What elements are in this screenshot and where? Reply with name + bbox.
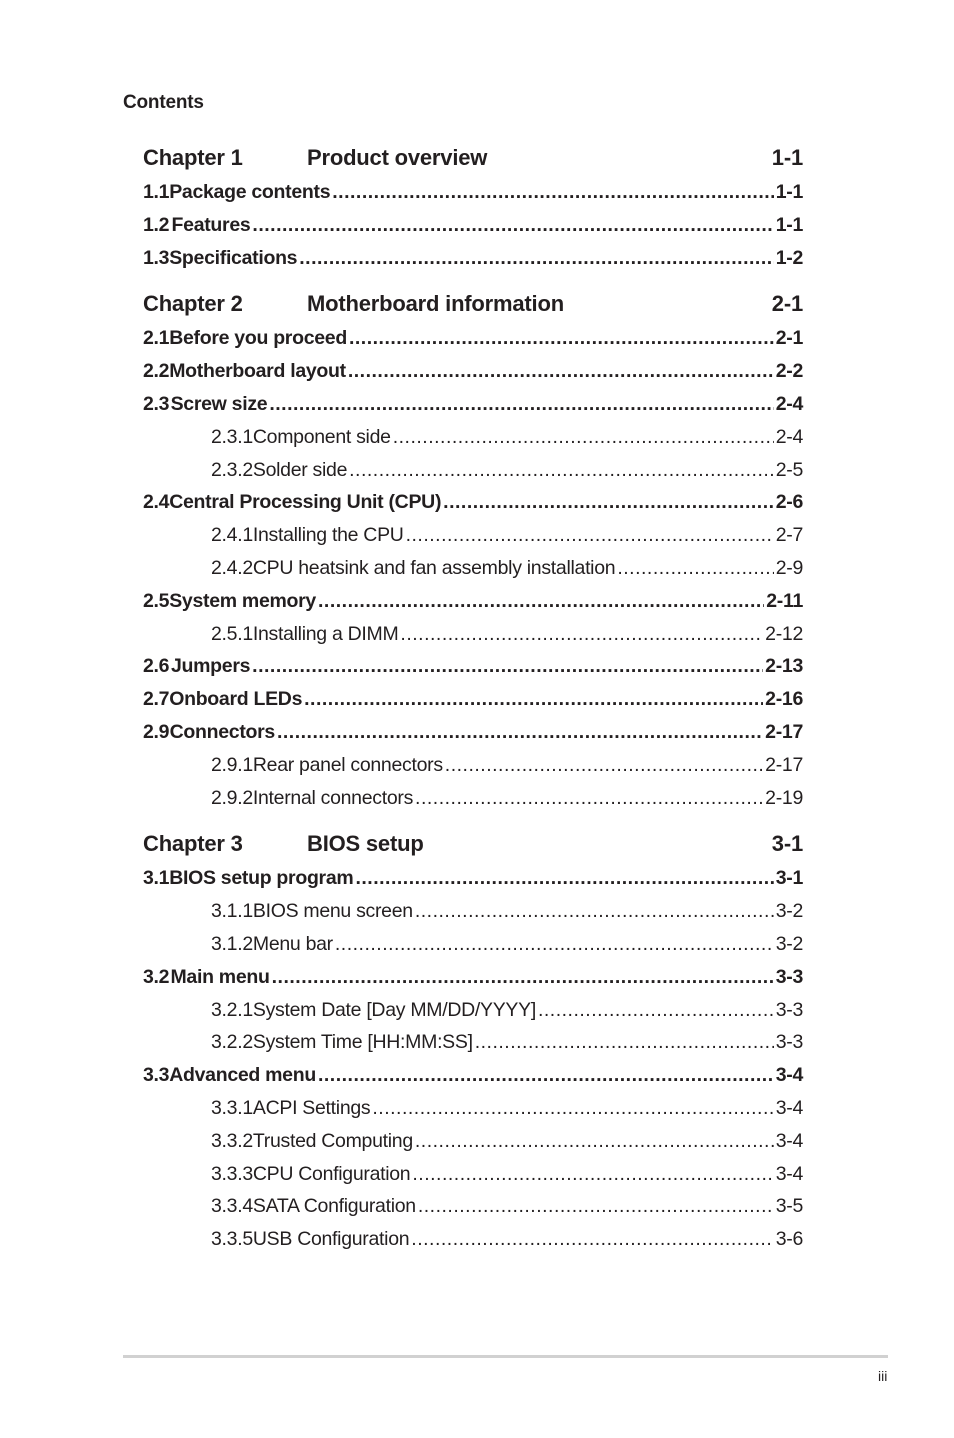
toc-section[interactable]	[143, 862, 803, 895]
entry-number: 3.1.2	[211, 932, 253, 955]
entry-page: 3-5	[775, 1195, 803, 1218]
toc-subsection[interactable]	[143, 994, 803, 1027]
entry-page: 2-16	[765, 688, 803, 711]
entry-number: 3.2	[143, 965, 170, 988]
dot-leader	[332, 176, 773, 209]
chapter-label: Chapter 1	[143, 145, 243, 170]
entry-page: 2-6	[775, 491, 803, 514]
toc-section[interactable]	[143, 585, 803, 618]
dot-leader	[406, 519, 774, 552]
chapter-title: BIOS setup	[307, 831, 424, 857]
dot-leader	[372, 1092, 773, 1125]
dot-leader	[411, 1223, 773, 1256]
entry-title: ACPI Settings	[252, 1096, 371, 1119]
entry-title: USB Configuration	[252, 1228, 410, 1251]
entry-number: 2.6	[143, 655, 170, 678]
entry-number: 2.4.2	[211, 556, 253, 579]
entry-number: 2.9.1	[211, 753, 253, 776]
dot-leader	[617, 552, 773, 585]
entry-number: 2.7	[143, 688, 170, 711]
entry-title: Central Processing Unit (CPU)	[169, 491, 442, 514]
dot-leader	[349, 454, 774, 487]
entry-page: 3-3	[775, 965, 803, 988]
entry-number: 1.1	[143, 181, 170, 203]
entry-page: 2-12	[765, 622, 803, 645]
dot-leader	[318, 585, 764, 618]
dot-leader	[355, 862, 773, 895]
chapter-page: 3-1	[771, 831, 803, 857]
dot-leader	[415, 782, 763, 815]
dot-leader	[335, 928, 774, 961]
entry-number: 2.4	[143, 491, 170, 514]
dot-leader	[412, 1158, 773, 1191]
entry-page: 2-1	[775, 327, 803, 350]
entry-title: System Date [Day MM/DD/YYYY]	[252, 998, 536, 1021]
toc-chapter[interactable]	[143, 286, 803, 322]
chapter-label: Chapter 3	[143, 831, 243, 857]
entry-number: 2.3	[143, 392, 170, 415]
toc-section[interactable]	[143, 388, 803, 421]
entry-title: Component side	[252, 425, 391, 448]
entry-number: 2.9.2	[211, 786, 253, 809]
entry-title: SATA Configuration	[252, 1195, 416, 1218]
page-title: Contents	[123, 92, 204, 113]
toc-section[interactable]	[143, 961, 803, 994]
toc-subsection[interactable]	[143, 895, 803, 928]
entry-title: Menu bar	[252, 932, 333, 955]
entry-page: 3-4	[775, 1129, 803, 1152]
toc-subsection[interactable]	[143, 1092, 803, 1125]
entry-number: 2.9	[143, 720, 170, 743]
entry-title: Rear panel connectors	[252, 753, 443, 776]
dot-leader	[400, 618, 763, 651]
dot-leader	[272, 961, 774, 994]
dot-leader	[252, 209, 773, 242]
toc-section[interactable]	[143, 176, 803, 209]
toc-chapter[interactable]	[143, 826, 803, 862]
entry-title: Package contents	[169, 181, 331, 203]
entry-page: 2-17	[765, 753, 803, 776]
entry-title: Installing the CPU	[252, 524, 404, 547]
entry-number: 3.2.1	[211, 998, 253, 1021]
entry-number: 2.3.1	[211, 425, 253, 448]
chapter-page: 2-1	[771, 291, 803, 317]
entry-page: 3-3	[775, 1031, 803, 1054]
entry-page: 1-1	[775, 181, 803, 203]
entry-number: 3.3.2	[211, 1129, 253, 1152]
entry-title: System memory	[169, 589, 316, 612]
entry-page: 2-4	[775, 425, 803, 448]
entry-title: Solder side	[252, 458, 348, 481]
toc-chapter[interactable]	[143, 140, 803, 176]
entry-number: 1.2	[143, 213, 170, 236]
entry-number: 3.2.2	[211, 1031, 253, 1054]
toc-section[interactable]	[143, 650, 803, 683]
entry-number: 2.5.1	[211, 622, 253, 645]
entry-number: 3.3.1	[211, 1096, 253, 1119]
dot-leader	[299, 242, 773, 275]
entry-page: 2-9	[775, 556, 803, 579]
chapter-page: 1-1	[771, 145, 803, 170]
entry-title: Advanced menu	[169, 1064, 316, 1087]
toc-section[interactable]	[143, 322, 803, 355]
entry-title: Specifications	[169, 246, 298, 269]
entry-number: 2.5	[143, 589, 170, 612]
toc-subsection[interactable]	[143, 421, 803, 454]
entry-page: 2-17	[765, 720, 803, 743]
toc-subsection[interactable]	[143, 1026, 803, 1059]
dot-leader	[415, 1125, 774, 1158]
entry-number: 3.3.4	[211, 1195, 253, 1218]
toc-section[interactable]	[143, 1059, 803, 1092]
entry-page: 2-11	[766, 589, 803, 612]
entry-title: Main menu	[170, 965, 270, 988]
entry-page: 2-4	[775, 392, 803, 415]
entry-number: 3.1	[143, 867, 170, 890]
toc-section[interactable]	[143, 486, 803, 519]
entry-number: 3.3.3	[211, 1162, 253, 1185]
entry-page: 2-2	[775, 360, 803, 383]
dot-leader	[475, 1026, 774, 1059]
entry-page: 3-2	[775, 932, 803, 955]
entry-title: Onboard LEDs	[169, 688, 303, 711]
dot-leader	[318, 1059, 774, 1092]
dot-leader	[443, 486, 774, 519]
dot-leader	[538, 994, 774, 1027]
toc-section[interactable]	[143, 716, 803, 749]
footer-divider	[123, 1355, 888, 1358]
dot-leader	[445, 749, 763, 782]
toc-section[interactable]	[143, 355, 803, 388]
dot-leader	[349, 322, 774, 355]
chapter-title: Motherboard information	[307, 291, 564, 317]
dot-leader	[277, 716, 763, 749]
entry-title: CPU heatsink and fan assembly installation	[252, 556, 616, 579]
entry-title: System Time [HH:MM:SS]	[252, 1031, 473, 1054]
toc-subsection[interactable]	[143, 1158, 803, 1191]
chapter-label: Chapter 2	[143, 291, 243, 317]
entry-page: 2-13	[765, 655, 803, 678]
toc-section[interactable]	[143, 209, 803, 242]
entry-page: 3-1	[775, 867, 803, 890]
entry-page: 3-4	[775, 1162, 803, 1185]
dot-leader	[348, 355, 774, 388]
entry-number: 1.3	[143, 246, 170, 269]
entry-title: Screw size	[170, 392, 268, 415]
toc-subsection[interactable]	[143, 928, 803, 961]
dot-leader	[415, 895, 774, 928]
toc-section[interactable]	[143, 242, 803, 275]
toc-subsection[interactable]	[143, 519, 803, 552]
entry-title: Features	[171, 213, 251, 236]
entry-page: 1-1	[775, 213, 803, 236]
toc-subsection[interactable]	[143, 1223, 803, 1256]
entry-title: Before you proceed	[169, 327, 347, 350]
toc-subsection[interactable]	[143, 1125, 803, 1158]
entry-title: Internal connectors	[252, 786, 414, 809]
entry-number: 3.1.1	[211, 900, 253, 923]
entry-page: 3-6	[775, 1228, 803, 1251]
toc-subsection[interactable]	[143, 782, 803, 815]
entry-title: Jumpers	[170, 655, 251, 678]
entry-number: 3.3.5	[211, 1228, 253, 1251]
toc-section[interactable]	[143, 683, 803, 716]
entry-page: 2-19	[765, 786, 803, 809]
dot-leader	[269, 388, 773, 421]
entry-page: 1-2	[775, 246, 803, 269]
entry-number: 2.1	[143, 327, 170, 350]
entry-number: 2.3.2	[211, 458, 253, 481]
chapter-title: Product overview	[307, 145, 488, 170]
dot-leader	[418, 1190, 774, 1223]
entry-number: 2.2	[143, 360, 170, 383]
entry-title: CPU Configuration	[252, 1162, 411, 1185]
toc-subsection[interactable]	[143, 618, 803, 651]
dot-leader	[304, 683, 763, 716]
page-number: iii	[878, 1368, 888, 1384]
entry-page: 2-7	[775, 524, 803, 547]
entry-title: BIOS setup program	[169, 867, 354, 890]
entry-title: Installing a DIMM	[252, 622, 399, 645]
toc-subsection[interactable]	[143, 552, 803, 585]
entry-number: 2.4.1	[211, 524, 253, 547]
entry-page: 2-5	[775, 458, 803, 481]
entry-page: 3-4	[775, 1096, 803, 1119]
entry-title: Motherboard layout	[169, 360, 346, 383]
table-of-contents	[143, 140, 803, 1256]
entry-title: Trusted Computing	[252, 1129, 413, 1152]
entry-page: 3-3	[775, 998, 803, 1021]
dot-leader	[393, 421, 774, 454]
entry-title: BIOS menu screen	[252, 900, 413, 923]
toc-subsection[interactable]	[143, 1190, 803, 1223]
entry-title: Connectors	[169, 720, 275, 743]
toc-subsection[interactable]	[143, 454, 803, 487]
entry-page: 3-2	[775, 900, 803, 923]
entry-page: 3-4	[775, 1064, 803, 1087]
entry-number: 3.3	[143, 1064, 170, 1087]
toc-subsection[interactable]	[143, 749, 803, 782]
dot-leader	[252, 650, 763, 683]
